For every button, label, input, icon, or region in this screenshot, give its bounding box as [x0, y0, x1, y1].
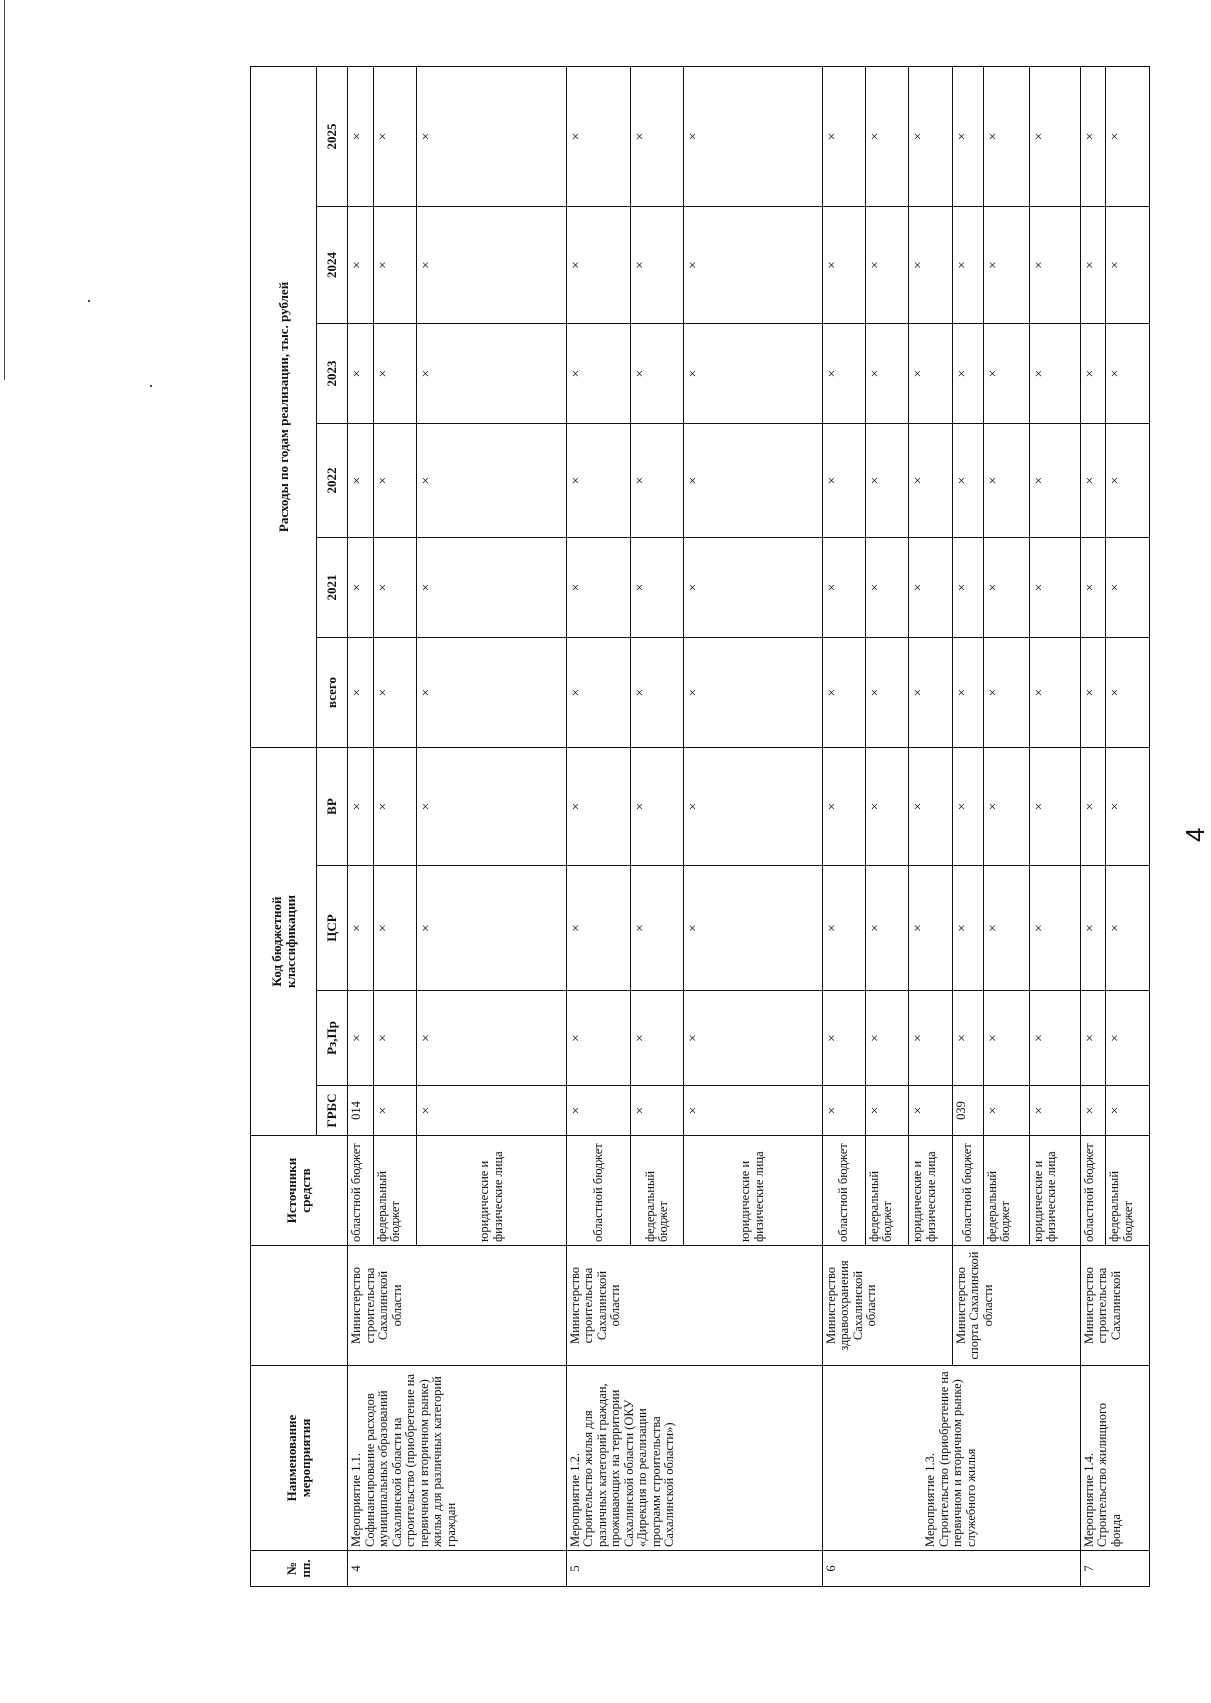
header-expenses: Расходы по годам реализации, тыс. рублей [251, 66, 317, 747]
y2023-cell: × [566, 323, 630, 423]
budget-table [250, 66, 1150, 1587]
grbs-cell: × [822, 1086, 865, 1136]
grbs-cell: × [566, 1086, 630, 1136]
y2021-cell: × [566, 537, 630, 637]
header-num: № пп. [251, 1551, 348, 1587]
y2021-cell: × [373, 537, 416, 637]
responsible-executor: Министерство строительства Сахалинской области [566, 1246, 822, 1366]
csr-cell: × [373, 866, 416, 991]
csr-cell: × [348, 866, 374, 991]
header-sources: Источники средств [251, 1136, 348, 1246]
header-name: Наименование мероприятия [251, 1366, 348, 1551]
funding-source: юридические и физические лица [909, 1136, 952, 1246]
rzpr-cell: × [1106, 991, 1150, 1086]
y2022-cell: × [373, 423, 416, 537]
y2022-cell: × [822, 423, 865, 537]
funding-source: федеральный бюджет [630, 1136, 684, 1246]
y2025-cell: × [1106, 66, 1150, 206]
page-number: 4 [1180, 827, 1210, 842]
y2022-cell: × [630, 423, 684, 537]
y2022-cell: × [348, 423, 374, 537]
header-rzpr: Рз,Пр [317, 991, 348, 1086]
rzpr-cell: × [630, 991, 684, 1086]
y2025-cell: × [983, 66, 1029, 206]
total-cell: × [983, 637, 1029, 747]
table-row [348, 66, 374, 1586]
y2024-cell: × [684, 206, 822, 323]
y2025-cell: × [865, 66, 908, 206]
y2024-cell: × [566, 206, 630, 323]
y2023-cell: × [348, 323, 374, 423]
rzpr-cell: × [952, 991, 983, 1086]
funding-source: юридические и физические лица [1029, 1136, 1080, 1246]
funding-source: юридические и физические лица [684, 1136, 822, 1246]
rzpr-cell: × [822, 991, 865, 1086]
vr-cell: × [566, 747, 630, 865]
measure-name: Мероприятие 1.1. Софинансирование расходов муниципальных образований Сахалинской области на строительство (приобретение на первичном и вторичном рынке) жилья для различных категорий граждан [348, 1366, 567, 1551]
total-cell: × [909, 637, 952, 747]
funding-source: федеральный бюджет [373, 1136, 416, 1246]
y2021-cell: × [1029, 537, 1080, 637]
total-cell: × [684, 637, 822, 747]
scan-mark [150, 385, 152, 387]
y2023-cell: × [952, 323, 983, 423]
y2021-cell: × [684, 537, 822, 637]
rzpr-cell: × [909, 991, 952, 1086]
y2025-cell: × [952, 66, 983, 206]
y2025-cell: × [566, 66, 630, 206]
y2023-cell: × [1106, 323, 1150, 423]
vr-cell: × [1080, 747, 1106, 865]
y2022-cell: × [1106, 423, 1150, 537]
grbs-cell: × [417, 1086, 567, 1136]
rzpr-cell: × [566, 991, 630, 1086]
header-total: всего [317, 637, 348, 747]
csr-cell: × [983, 866, 1029, 991]
header-vr: ВР [317, 747, 348, 865]
funding-source: федеральный бюджет [865, 1136, 908, 1246]
y2025-cell: × [630, 66, 684, 206]
rzpr-cell: × [983, 991, 1029, 1086]
y2022-cell: × [1029, 423, 1080, 537]
csr-cell: × [1080, 866, 1106, 991]
vr-cell: × [983, 747, 1029, 865]
total-cell: × [1106, 637, 1150, 747]
grbs-code: 014 [348, 1086, 374, 1136]
y2024-cell: × [952, 206, 983, 323]
csr-cell: × [865, 866, 908, 991]
vr-cell: × [952, 747, 983, 865]
grbs-cell: × [630, 1086, 684, 1136]
y2024-cell: × [373, 206, 416, 323]
vr-cell: × [684, 747, 822, 865]
y2025-cell: × [822, 66, 865, 206]
grbs-cell: × [684, 1086, 822, 1136]
rotated-document-page [180, 67, 1210, 1587]
header-grbs: ГРБС [317, 1086, 348, 1136]
csr-cell: × [822, 866, 865, 991]
y2024-cell: × [417, 206, 567, 323]
total-cell: × [822, 637, 865, 747]
csr-cell: × [909, 866, 952, 991]
y2021-cell: × [1080, 537, 1106, 637]
y2023-cell: × [684, 323, 822, 423]
csr-cell: × [566, 866, 630, 991]
total-cell: × [417, 637, 567, 747]
csr-cell: × [1029, 866, 1080, 991]
responsible-executor: Министерство строительства Сахалинской [1080, 1246, 1149, 1366]
table-row [822, 66, 865, 1586]
y2023-cell: × [417, 323, 567, 423]
responsible-executor: Министерство строительства Сахалинской области [348, 1246, 567, 1366]
y2021-cell: × [983, 537, 1029, 637]
grbs-cell: × [1029, 1086, 1080, 1136]
y2021-cell: × [952, 537, 983, 637]
y2021-cell: × [909, 537, 952, 637]
rzpr-cell: × [348, 991, 374, 1086]
funding-source: областной бюджет [1080, 1136, 1106, 1246]
vr-cell: × [1106, 747, 1150, 865]
y2023-cell: × [983, 323, 1029, 423]
y2022-cell: × [566, 423, 630, 537]
y2022-cell: × [983, 423, 1029, 537]
y2022-cell: × [684, 423, 822, 537]
grbs-cell: × [909, 1086, 952, 1136]
funding-source: федеральный бюджет [1106, 1136, 1150, 1246]
measure-name: Мероприятие 1.3. Строительство (приобретение на первичном и вторичном рынке) служебного жилья [822, 1366, 1080, 1551]
csr-cell: × [630, 866, 684, 991]
y2021-cell: × [417, 537, 567, 637]
y2024-cell: × [865, 206, 908, 323]
header-2022: 2022 [317, 423, 348, 537]
y2025-cell: × [909, 66, 952, 206]
header-2025: 2025 [317, 66, 348, 206]
grbs-cell: × [983, 1086, 1029, 1136]
measure-name: Мероприятие 1.2. Строительство жилья для различных категорий граждан, проживающих на территории Сахалинской области (ОКУ «Дирекция по реализации программ строительства Сахалинской области») [566, 1366, 822, 1551]
header-budget-code: Код бюджетной классификации [251, 747, 317, 1135]
y2025-cell: × [1029, 66, 1080, 206]
responsible-executor: Министерство здравоохранения Сахалинской области [822, 1246, 952, 1366]
y2024-cell: × [983, 206, 1029, 323]
y2024-cell: × [1029, 206, 1080, 323]
vr-cell: × [1029, 747, 1080, 865]
y2021-cell: × [822, 537, 865, 637]
y2022-cell: × [909, 423, 952, 537]
total-cell: × [630, 637, 684, 747]
rzpr-cell: × [1029, 991, 1080, 1086]
y2023-cell: × [630, 323, 684, 423]
y2025-cell: × [684, 66, 822, 206]
vr-cell: × [630, 747, 684, 865]
total-cell: × [952, 637, 983, 747]
grbs-code: 039 [952, 1086, 983, 1136]
vr-cell: × [373, 747, 416, 865]
y2022-cell: × [417, 423, 567, 537]
y2023-cell: × [1029, 323, 1080, 423]
y2023-cell: × [1080, 323, 1106, 423]
y2023-cell: × [373, 323, 416, 423]
scan-mark [88, 300, 90, 302]
rzpr-cell: × [417, 991, 567, 1086]
y2021-cell: × [865, 537, 908, 637]
y2025-cell: × [348, 66, 374, 206]
row-number: 5 [566, 1551, 822, 1587]
vr-cell: × [417, 747, 567, 865]
table-row [1080, 66, 1106, 1586]
total-cell: × [865, 637, 908, 747]
csr-cell: × [952, 866, 983, 991]
y2024-cell: × [348, 206, 374, 323]
csr-cell: × [1106, 866, 1150, 991]
y2021-cell: × [348, 537, 374, 637]
csr-cell: × [417, 866, 567, 991]
row-number: 6 [822, 1551, 1080, 1587]
header-2023: 2023 [317, 323, 348, 423]
rzpr-cell: × [1080, 991, 1106, 1086]
y2022-cell: × [865, 423, 908, 537]
y2023-cell: × [865, 323, 908, 423]
table-row [566, 66, 630, 1586]
y2023-cell: × [909, 323, 952, 423]
total-cell: × [1080, 637, 1106, 747]
total-cell: × [348, 637, 374, 747]
grbs-cell: × [1080, 1086, 1106, 1136]
grbs-cell: × [1106, 1086, 1150, 1136]
header-2024: 2024 [317, 206, 348, 323]
y2022-cell: × [952, 423, 983, 537]
grbs-cell: × [865, 1086, 908, 1136]
measure-name: Мероприятие 1.4. Строительство жилищного фонда [1080, 1366, 1149, 1551]
row-number: 4 [348, 1551, 567, 1587]
funding-source: областной бюджет [952, 1136, 983, 1246]
y2025-cell: × [1080, 66, 1106, 206]
funding-source: областной бюджет [348, 1136, 374, 1246]
rzpr-cell: × [865, 991, 908, 1086]
y2024-cell: × [1106, 206, 1150, 323]
total-cell: × [373, 637, 416, 747]
scan-mark [4, 0, 5, 380]
funding-source: областной бюджет [822, 1136, 865, 1246]
vr-cell: × [348, 747, 374, 865]
total-cell: × [1029, 637, 1080, 747]
total-cell: × [566, 637, 630, 747]
responsible-executor: Министерство спорта Сахалинской области [952, 1246, 1080, 1366]
funding-source: областной бюджет [566, 1136, 630, 1246]
y2024-cell: × [822, 206, 865, 323]
header-csr: ЦСР [317, 866, 348, 991]
grbs-cell: × [373, 1086, 416, 1136]
y2021-cell: × [1106, 537, 1150, 637]
csr-cell: × [684, 866, 822, 991]
y2024-cell: × [1080, 206, 1106, 323]
y2025-cell: × [373, 66, 416, 206]
header-2021: 2021 [317, 537, 348, 637]
y2024-cell: × [909, 206, 952, 323]
row-number: 7 [1080, 1551, 1149, 1587]
vr-cell: × [865, 747, 908, 865]
vr-cell: × [909, 747, 952, 865]
rzpr-cell: × [373, 991, 416, 1086]
table-row [952, 66, 983, 1586]
funding-source: федеральный бюджет [983, 1136, 1029, 1246]
y2025-cell: × [417, 66, 567, 206]
y2021-cell: × [630, 537, 684, 637]
header-responsible [251, 1246, 348, 1366]
y2024-cell: × [630, 206, 684, 323]
y2022-cell: × [1080, 423, 1106, 537]
y2023-cell: × [822, 323, 865, 423]
vr-cell: × [822, 747, 865, 865]
rzpr-cell: × [684, 991, 822, 1086]
funding-source: юридические и физические лица [417, 1136, 567, 1246]
